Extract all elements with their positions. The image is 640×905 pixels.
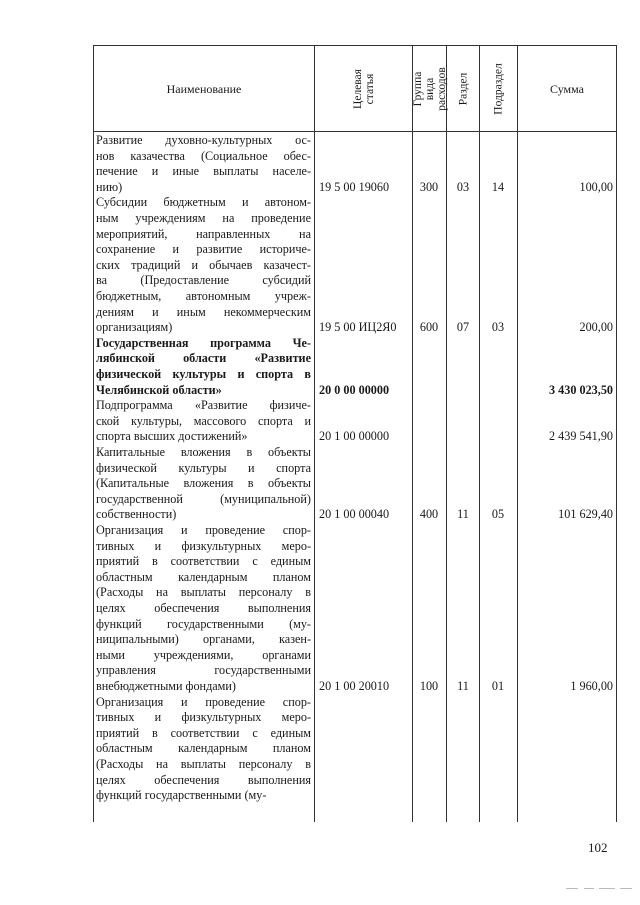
row-name-line: государственной (муниципальной) bbox=[96, 491, 311, 506]
row-name-line: мероприятий, направленных на bbox=[96, 226, 311, 241]
header-subsection-text: Подраздел bbox=[492, 63, 505, 115]
row-name-line: ва (Предоставление субсидий bbox=[96, 273, 311, 288]
header-target bbox=[315, 47, 412, 131]
row-name bbox=[96, 523, 311, 695]
col-border bbox=[479, 45, 480, 822]
row-name-line: ными учреждениями, органами bbox=[96, 647, 311, 662]
row-name bbox=[96, 133, 311, 195]
scan-mark bbox=[566, 888, 578, 889]
row-group: 400 bbox=[419, 507, 439, 522]
header-group bbox=[413, 47, 446, 131]
row-name-line: физической культуры и спорта bbox=[96, 460, 311, 475]
scan-mark bbox=[599, 888, 615, 889]
row-name-line: областным календарным планом bbox=[96, 569, 311, 584]
row-name-line: управления государственными bbox=[96, 663, 311, 678]
col-border bbox=[616, 45, 617, 822]
row-name-line: внебюджетными фондами) bbox=[96, 678, 236, 693]
row-subsection: 01 bbox=[491, 679, 505, 693]
row-name bbox=[96, 336, 311, 398]
row-name-line: Капитальные вложения в объекты bbox=[96, 445, 311, 459]
row-name-line: целях обеспечения выполнения bbox=[96, 600, 311, 615]
header-section-text: Раздел bbox=[457, 72, 469, 106]
header-sum: Сумма bbox=[550, 81, 584, 96]
row-section: 11 bbox=[457, 507, 469, 522]
row-name-line: ниципальными) органами, казен- bbox=[96, 632, 311, 647]
row-name-line: Организация и проведение спор- bbox=[96, 694, 311, 709]
row-name-line: Подпрограмма «Развитие физиче- bbox=[96, 398, 311, 413]
row-target: 20 1 00 00040 bbox=[319, 507, 390, 522]
row-subsection: 03 bbox=[491, 320, 505, 335]
row-section: 03 bbox=[456, 179, 470, 194]
col-border bbox=[446, 45, 447, 822]
row-subsection: 05 bbox=[491, 507, 505, 522]
row-name-line: функций государственными (му- bbox=[96, 788, 267, 803]
row-name-line: целях обеспечения выполнения bbox=[96, 772, 311, 787]
row-sum: 200,00 bbox=[579, 320, 613, 335]
row-target: 19 5 00 19060 bbox=[319, 179, 390, 194]
row-name-line: Организация и проведение спор- bbox=[96, 523, 311, 537]
row-name-line: приятий в соответствии с единым bbox=[96, 725, 311, 740]
row-target: 20 1 00 20010 bbox=[319, 679, 390, 693]
header-group-text: Группа вида расходов bbox=[411, 67, 448, 111]
row-name-line: ских традиций и обычаев казачест- bbox=[96, 257, 311, 272]
row-name-line: нию) bbox=[96, 179, 123, 194]
row-name-line: организациям) bbox=[96, 320, 173, 335]
row-name-line: ской культуры, массового спорта и bbox=[96, 413, 311, 428]
col-border bbox=[517, 45, 518, 822]
row-name-line: Челябинской области» bbox=[96, 382, 222, 397]
row-group: 300 bbox=[419, 179, 439, 194]
scan-mark bbox=[620, 888, 632, 889]
scan-mark bbox=[584, 888, 594, 889]
row-group: 100 bbox=[419, 679, 439, 693]
budget-table bbox=[93, 45, 617, 822]
row-name bbox=[96, 195, 311, 335]
header-name: Наименование bbox=[166, 81, 242, 96]
header-bottom-border bbox=[93, 131, 617, 132]
header-target-text: Целевая статья bbox=[351, 69, 376, 109]
row-name-line: сохранение и развитие историче- bbox=[96, 242, 311, 257]
row-name-line: дениям и иным некоммерческим bbox=[96, 304, 311, 319]
row-name-line: спорта высших достижений» bbox=[96, 429, 248, 444]
row-name-line: собственности) bbox=[96, 507, 177, 522]
row-name bbox=[96, 398, 311, 445]
row-name-line: (Капитальные вложения в объекты bbox=[96, 476, 311, 491]
row-name-line: (Расходы на выплаты персоналу в bbox=[96, 585, 311, 600]
row-name-line: областным календарным планом bbox=[96, 741, 311, 756]
row-target: 20 1 00 00000 bbox=[319, 429, 390, 444]
row-sum: 3 430 023,50 bbox=[549, 382, 613, 397]
col-border bbox=[93, 45, 94, 822]
col-border bbox=[314, 45, 315, 822]
row-name-line: печение и иные выплаты населе- bbox=[96, 164, 311, 179]
row-sum: 100,00 bbox=[579, 179, 613, 194]
row-group: 600 bbox=[419, 320, 439, 335]
row-name bbox=[96, 445, 311, 523]
header-subsection bbox=[480, 47, 517, 131]
row-name-line: бюджетным, автономным учреж- bbox=[96, 288, 311, 303]
row-name-line: функций государственными (му- bbox=[96, 616, 311, 631]
page-number: 102 bbox=[588, 840, 608, 855]
row-target: 19 5 00 ИЦ2Я0 bbox=[319, 320, 397, 335]
row-name-line: лябинской области «Развитие bbox=[96, 351, 311, 366]
row-name-line: Субсидии бюджетным и автоном- bbox=[96, 195, 311, 210]
row-name-line: Развитие духовно-культурных ос- bbox=[96, 133, 311, 147]
row-name-line: физической культуры и спорта в bbox=[96, 366, 311, 381]
row-section: 11 bbox=[457, 679, 469, 693]
col-border bbox=[412, 45, 413, 822]
row-name-line: (Расходы на выплаты персоналу в bbox=[96, 756, 311, 771]
row-section: 07 bbox=[456, 320, 470, 335]
row-name bbox=[96, 695, 311, 804]
header-section bbox=[447, 47, 479, 131]
row-sum: 1 960,00 bbox=[570, 679, 613, 693]
row-name-line: тивных и физкультурных меро- bbox=[96, 710, 311, 725]
row-sum: 101 629,40 bbox=[558, 507, 613, 522]
row-name-line: Государственная программа Че- bbox=[96, 335, 311, 350]
row-subsection: 14 bbox=[491, 179, 505, 194]
table-top-border bbox=[93, 45, 617, 46]
row-sum: 2 439 541,90 bbox=[549, 429, 613, 444]
row-target: 20 0 00 00000 bbox=[319, 382, 390, 397]
row-name-line: ным учреждениям на проведение bbox=[96, 210, 311, 225]
row-name-line: нов казачества (Социальное обес- bbox=[96, 148, 311, 163]
row-name-line: приятий в соответствии с единым bbox=[96, 554, 311, 569]
row-name-line: тивных и физкультурных меро- bbox=[96, 538, 311, 553]
